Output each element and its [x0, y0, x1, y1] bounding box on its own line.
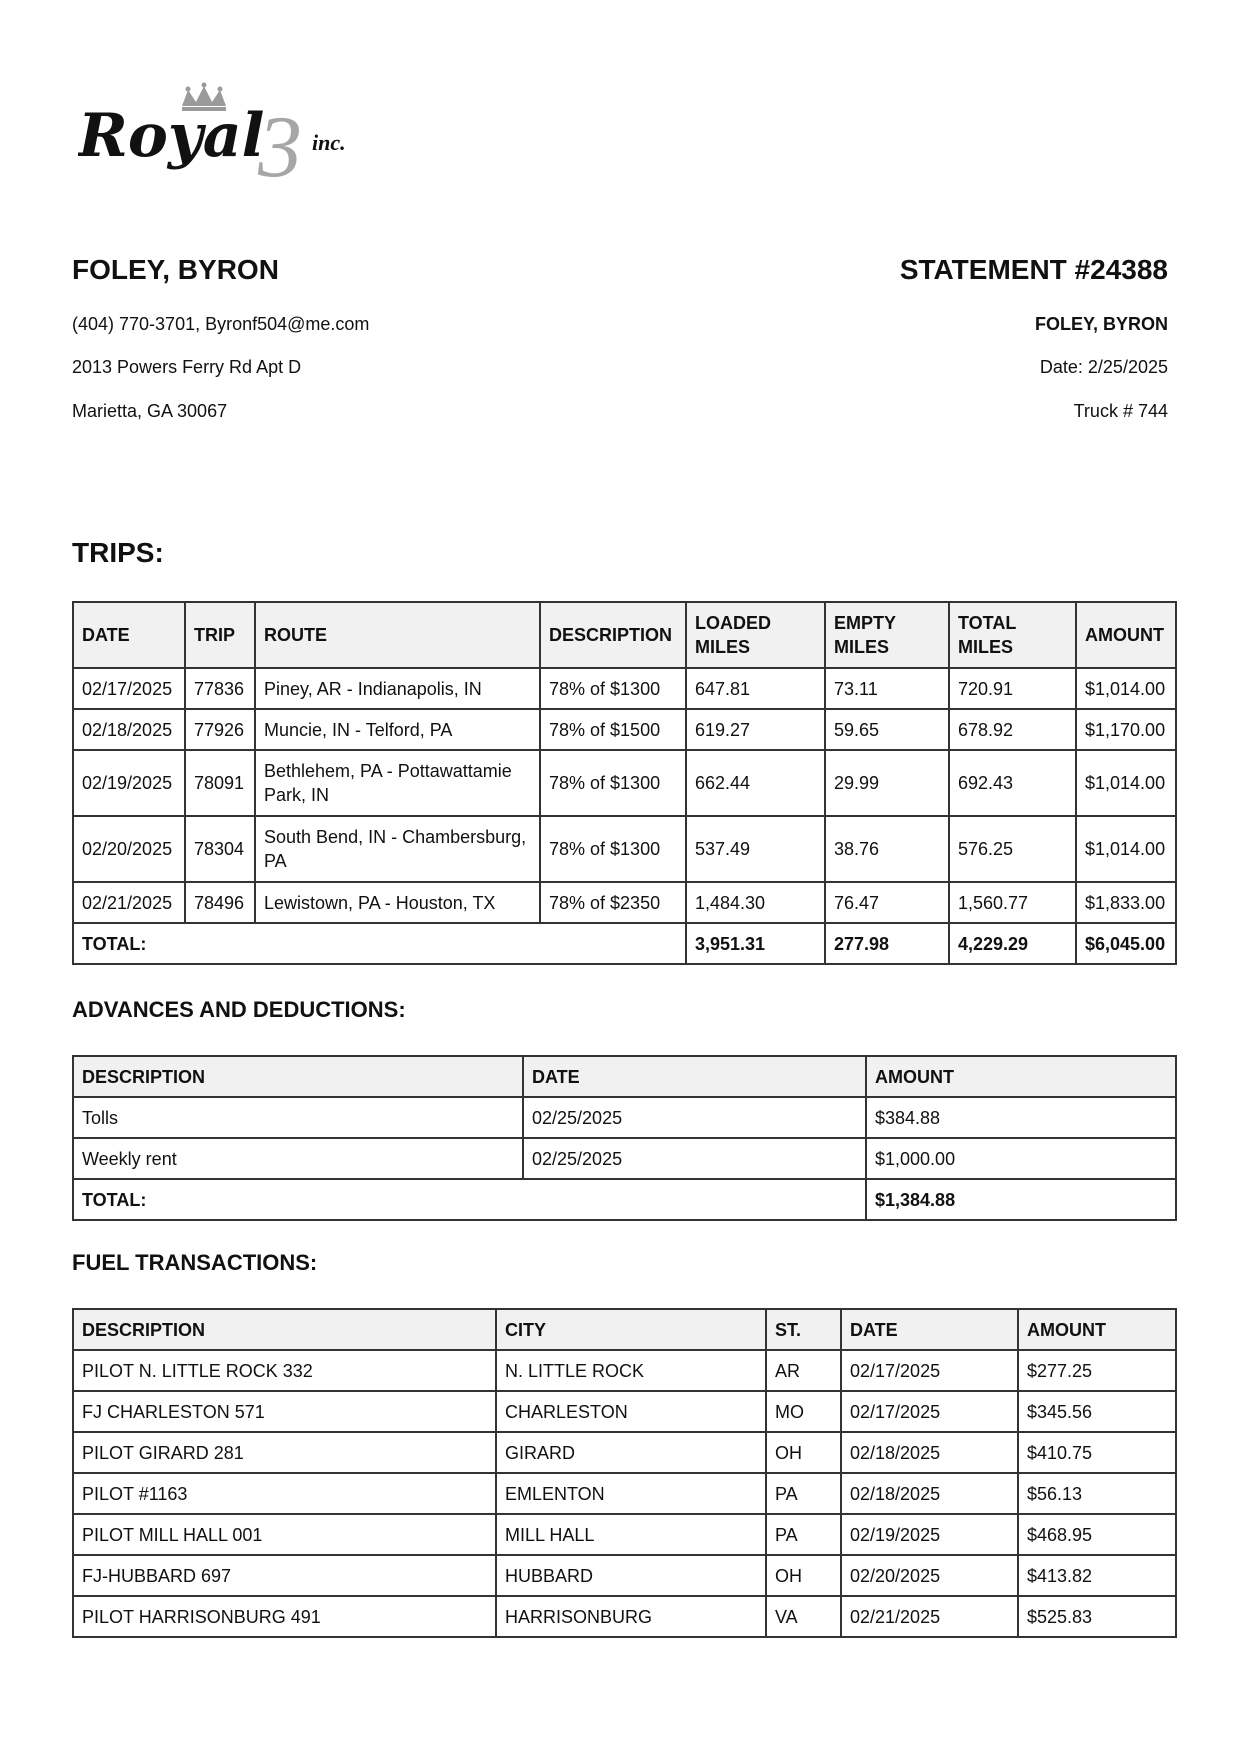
advance-description: Weekly rent	[73, 1138, 523, 1179]
statement-date: Date: 2/25/2025	[1039, 357, 1168, 377]
trips-total-row	[73, 923, 1176, 964]
trip-empty-miles: 29.99	[825, 750, 949, 816]
table-row	[73, 816, 1176, 882]
trip-description: 78% of $2350	[540, 882, 686, 923]
fuel-description: PILOT N. LITTLE ROCK 332	[73, 1350, 496, 1391]
fuel-state: OH	[766, 1432, 841, 1473]
fuel-amount: $56.13	[1018, 1473, 1176, 1514]
trip-loaded-miles: 647.81	[686, 668, 825, 709]
fuel-table	[72, 1308, 1177, 1638]
trip-amount: $1,014.00	[1076, 816, 1176, 882]
table-row	[73, 1473, 1176, 1514]
col-header-loaded-miles: LOADED MILES	[686, 602, 825, 668]
col-header-description: DESCRIPTION	[73, 1056, 523, 1097]
col-header-amount: AMOUNT	[1018, 1309, 1176, 1350]
trip-route: Muncie, IN - Telford, PA	[255, 709, 540, 750]
fuel-state: PA	[766, 1473, 841, 1514]
fuel-amount: $413.82	[1018, 1555, 1176, 1596]
statement-title: STATEMENT #24388	[899, 254, 1168, 285]
trip-date: 02/20/2025	[73, 816, 185, 882]
fuel-amount: $277.25	[1018, 1350, 1176, 1391]
trip-date: 02/21/2025	[73, 882, 185, 923]
fuel-city: MILL HALL	[496, 1514, 766, 1555]
fuel-date: 02/19/2025	[841, 1514, 1018, 1555]
trip-route: Piney, AR - Indianapolis, IN	[255, 668, 540, 709]
fuel-section-title: FUEL TRANSACTIONS:	[72, 1250, 318, 1275]
trip-loaded-miles: 1,484.30	[686, 882, 825, 923]
fuel-header-row	[73, 1309, 1176, 1350]
fuel-date: 02/17/2025	[841, 1391, 1018, 1432]
driver-name-heading: FOLEY, BYRON	[72, 254, 279, 285]
trips-total-loaded-miles: 3,951.31	[686, 923, 825, 964]
trip-description: 78% of $1500	[540, 709, 686, 750]
fuel-description: PILOT MILL HALL 001	[73, 1514, 496, 1555]
advance-date: 02/25/2025	[523, 1138, 866, 1179]
fuel-date: 02/18/2025	[841, 1432, 1018, 1473]
trip-total-miles: 1,560.77	[949, 882, 1076, 923]
col-header-route: ROUTE	[255, 602, 540, 668]
fuel-amount: $468.95	[1018, 1514, 1176, 1555]
company-logo	[78, 78, 388, 190]
col-header-date: DATE	[73, 602, 185, 668]
fuel-description: PILOT HARRISONBURG 491	[73, 1596, 496, 1637]
statement-driver-name: FOLEY, BYRON	[1034, 314, 1168, 334]
table-row	[73, 1391, 1176, 1432]
trip-loaded-miles: 537.49	[686, 816, 825, 882]
trip-number: 78496	[185, 882, 255, 923]
table-row	[73, 1097, 1176, 1138]
fuel-amount: $345.56	[1018, 1391, 1176, 1432]
fuel-description: PILOT #1163	[73, 1473, 496, 1514]
fuel-city: N. LITTLE ROCK	[496, 1350, 766, 1391]
col-header-date: DATE	[841, 1309, 1018, 1350]
col-header-description: DESCRIPTION	[73, 1309, 496, 1350]
advance-amount: $384.88	[866, 1097, 1176, 1138]
trip-amount: $1,014.00	[1076, 750, 1176, 816]
advances-header-row	[73, 1056, 1176, 1097]
trip-date: 02/18/2025	[73, 709, 185, 750]
col-header-total-miles: TOTAL MILES	[949, 602, 1076, 668]
trip-description: 78% of $1300	[540, 750, 686, 816]
fuel-state: AR	[766, 1350, 841, 1391]
table-row	[73, 709, 1176, 750]
advance-amount: $1,000.00	[866, 1138, 1176, 1179]
fuel-state: OH	[766, 1555, 841, 1596]
table-row	[73, 1138, 1176, 1179]
logo-suffix: inc.	[312, 130, 346, 155]
fuel-city: CHARLESTON	[496, 1391, 766, 1432]
advances-total-amount: $1,384.88	[866, 1179, 1176, 1220]
trip-amount: $1,170.00	[1076, 709, 1176, 750]
trip-number: 78091	[185, 750, 255, 816]
driver-contact: (404) 770-3701, Byronf504@me.com	[72, 314, 370, 334]
trip-total-miles: 692.43	[949, 750, 1076, 816]
trip-total-miles: 720.91	[949, 668, 1076, 709]
fuel-date: 02/21/2025	[841, 1596, 1018, 1637]
trips-header-row	[73, 602, 1176, 668]
table-row	[73, 1514, 1176, 1555]
advance-date: 02/25/2025	[523, 1097, 866, 1138]
trip-empty-miles: 38.76	[825, 816, 949, 882]
trips-total-amount: $6,045.00	[1076, 923, 1176, 964]
trip-route: South Bend, IN - Chambersburg, PA	[255, 816, 540, 882]
fuel-date: 02/18/2025	[841, 1473, 1018, 1514]
fuel-amount: $410.75	[1018, 1432, 1176, 1473]
col-header-date: DATE	[523, 1056, 866, 1097]
table-row	[73, 1555, 1176, 1596]
trip-date: 02/19/2025	[73, 750, 185, 816]
trip-route: Lewistown, PA - Houston, TX	[255, 882, 540, 923]
fuel-state: PA	[766, 1514, 841, 1555]
trip-description: 78% of $1300	[540, 668, 686, 709]
table-row	[73, 1432, 1176, 1473]
fuel-city: HARRISONBURG	[496, 1596, 766, 1637]
col-header-amount: AMOUNT	[866, 1056, 1176, 1097]
trip-empty-miles: 76.47	[825, 882, 949, 923]
trip-total-miles: 678.92	[949, 709, 1076, 750]
advances-section-title: ADVANCES AND DEDUCTIONS:	[72, 997, 406, 1022]
col-header-description: DESCRIPTION	[540, 602, 686, 668]
table-row	[73, 1596, 1176, 1637]
trip-description: 78% of $1300	[540, 816, 686, 882]
trip-date: 02/17/2025	[73, 668, 185, 709]
trip-amount: $1,014.00	[1076, 668, 1176, 709]
fuel-city: HUBBARD	[496, 1555, 766, 1596]
trips-total-label: TOTAL:	[73, 923, 686, 964]
col-header-city: CITY	[496, 1309, 766, 1350]
fuel-city: EMLENTON	[496, 1473, 766, 1514]
logo-numeral: 3	[258, 99, 302, 190]
trip-number: 78304	[185, 816, 255, 882]
table-row	[73, 750, 1176, 816]
trips-total-miles: 4,229.29	[949, 923, 1076, 964]
trip-empty-miles: 59.65	[825, 709, 949, 750]
trips-table	[72, 601, 1177, 965]
table-row	[73, 668, 1176, 709]
trips-total-empty-miles: 277.98	[825, 923, 949, 964]
table-row	[73, 1350, 1176, 1391]
trip-total-miles: 576.25	[949, 816, 1076, 882]
advances-total-row	[73, 1179, 1176, 1220]
trip-route: Bethlehem, PA - Pottawattamie Park, IN	[255, 750, 540, 816]
advances-total-label: TOTAL:	[73, 1179, 866, 1220]
trip-loaded-miles: 662.44	[686, 750, 825, 816]
trip-loaded-miles: 619.27	[686, 709, 825, 750]
fuel-amount: $525.83	[1018, 1596, 1176, 1637]
col-header-state: ST.	[766, 1309, 841, 1350]
trips-section-title: TRIPS:	[72, 537, 164, 568]
trip-number: 77836	[185, 668, 255, 709]
table-row	[73, 882, 1176, 923]
advance-description: Tolls	[73, 1097, 523, 1138]
fuel-date: 02/17/2025	[841, 1350, 1018, 1391]
col-header-empty-miles: EMPTY MILES	[825, 602, 949, 668]
col-header-trip: TRIP	[185, 602, 255, 668]
fuel-description: FJ-HUBBARD 697	[73, 1555, 496, 1596]
advances-table	[72, 1055, 1177, 1221]
driver-address-line2: Marietta, GA 30067	[72, 401, 228, 421]
fuel-state: VA	[766, 1596, 841, 1637]
truck-number: Truck # 744	[1073, 401, 1168, 421]
trip-number: 77926	[185, 709, 255, 750]
fuel-city: GIRARD	[496, 1432, 766, 1473]
logo-name: Royal	[78, 101, 265, 171]
trip-empty-miles: 73.11	[825, 668, 949, 709]
driver-address-line1: 2013 Powers Ferry Rd Apt D	[72, 357, 302, 377]
col-header-amount: AMOUNT	[1076, 602, 1176, 668]
fuel-state: MO	[766, 1391, 841, 1432]
fuel-description: PILOT GIRARD 281	[73, 1432, 496, 1473]
trip-amount: $1,833.00	[1076, 882, 1176, 923]
fuel-date: 02/20/2025	[841, 1555, 1018, 1596]
fuel-description: FJ CHARLESTON 571	[73, 1391, 496, 1432]
